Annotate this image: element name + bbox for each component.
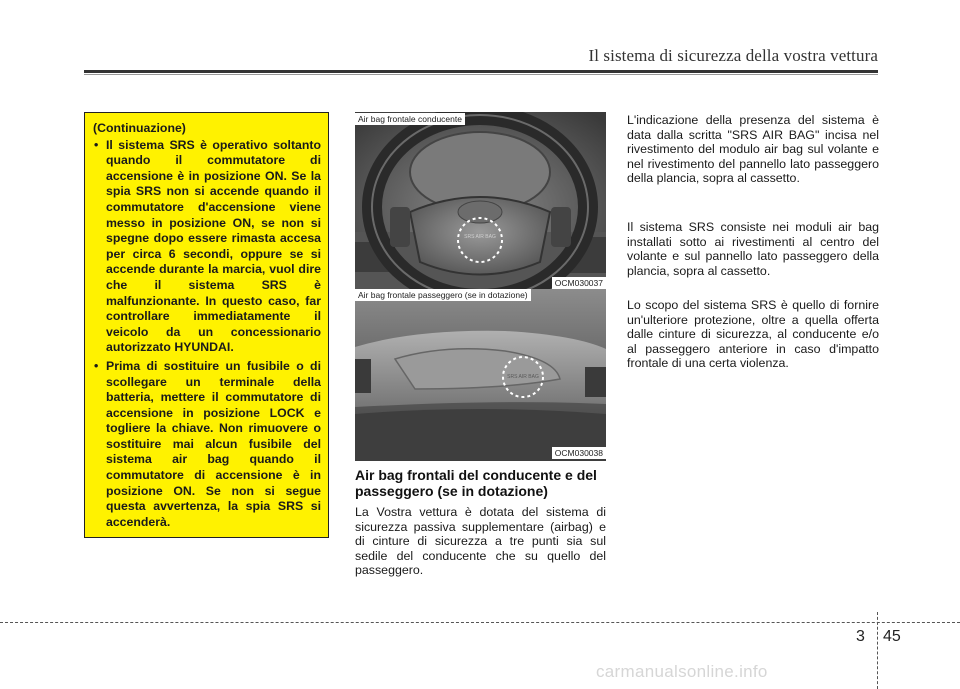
figure-code: OCM030037 (552, 277, 606, 289)
figure-caption: Air bag frontale conducente (355, 113, 465, 125)
embossed-label: SRS AIR BAG (507, 374, 539, 380)
footer-rule (0, 622, 960, 623)
steering-wheel-photo (355, 112, 606, 290)
section-paragraph: La Vostra vettura è dotata del sistema di sicurezza passiva supplementare (airbag) e di cinture di sicurezza a tre punti sia sul sedile del conducente che su quello del passeggero. (355, 505, 606, 578)
page-number: 45 (883, 628, 901, 645)
body-paragraph: L'indicazione della presenza del sistema è data dalla scritta "SRS AIR BAG" incisa nel rivestimento del modulo air bag sul volante e nel rivestimento del pannello lato passeggero della plancia, sopra al cassetto. (627, 113, 879, 186)
page-header-title: Il sistema di sicurezza della vostra vettura (588, 46, 878, 65)
section-heading: Air bag frontali del conducente e del passeggero (se in dotazione) (355, 467, 597, 499)
warning-box (84, 112, 329, 538)
header-rule-thin (84, 74, 878, 75)
dashboard-photo (355, 289, 606, 461)
warning-item: • Prima di sostituire un fusibile o di scollegare un terminale della batteria, mettere il commutatore di accensione in posizione LOCK e togliere la chiave. Non rimuovere o sostituire mai alcun fusibile del sistema air bag quando il commutatore di accensione è in posizione ON. Se non si segue questa avvertenza, la spia SRS si accenderà. (93, 359, 321, 531)
embossed-label: SRS AIR BAG (464, 234, 496, 240)
warning-item: • Il sistema SRS è operativo soltanto quando il commutatore di accensione è in posizione ON. Se la spia SRS non si accende quando il commutatore d'accensione viene messo in posizione ON, se non si spegne dopo essere rimasta accesa per circa 6 secondi, oppure se si accende durante la marcia, vuol dire che il sistema SRS è malfunzionante. In questo caso, far controllare immediatamente il veicolo da un concessionario autorizzato HYUNDAI. (93, 138, 321, 356)
warning-list (93, 138, 321, 531)
footer-divider (877, 612, 878, 689)
body-paragraph: Lo scopo del sistema SRS è quello di fornire un'ulteriore protezione, oltre a quella offerta dalle cinture di sicurezza, al conducente e/o al passeggero anteriore in caso d'impatto frontale di una certa violenza. (627, 298, 879, 371)
watermark: carmanualsonline.info (596, 662, 768, 681)
body-paragraph: Il sistema SRS consiste nei moduli air bag installati sotto ai rivestimenti al centro del volante e sul pannello lato passeggero della plancia, sopra al cassetto. (627, 220, 879, 278)
figure-passenger-dashboard (355, 289, 606, 461)
figure-steering-wheel (355, 112, 606, 290)
header-rule (84, 70, 878, 73)
section-number: 3 (856, 628, 865, 645)
figure-caption: Air bag frontale passeggero (se in dotazione) (355, 289, 531, 301)
figure-code: OCM030038 (552, 447, 606, 459)
continuation-label: (Continuazione) (93, 121, 186, 135)
